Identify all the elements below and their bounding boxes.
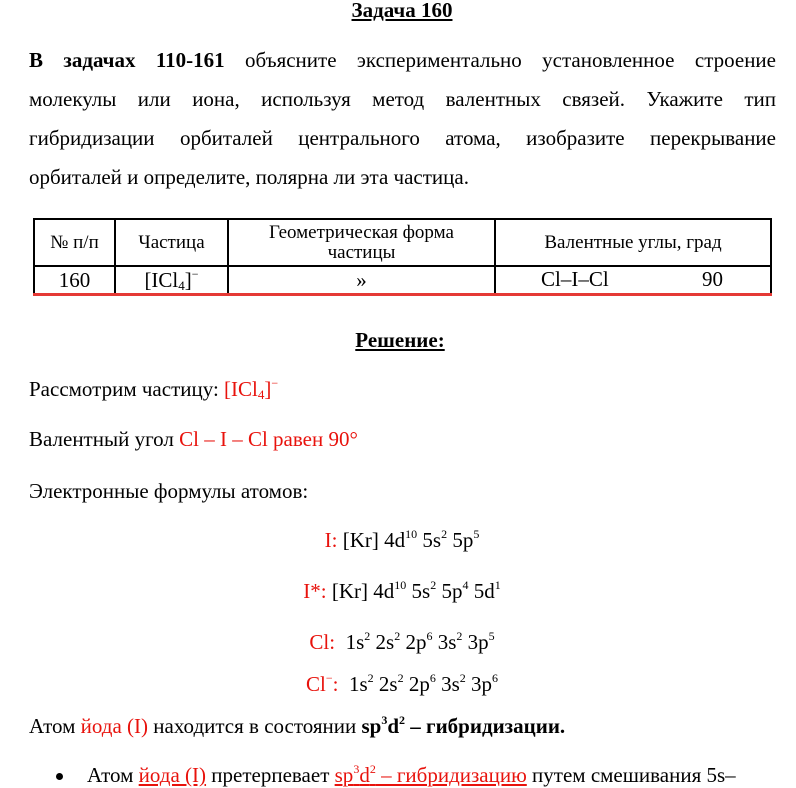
particle-charge: −: [191, 267, 199, 281]
bullet-icon: [56, 773, 63, 780]
intro-line-3: гибридизации орбиталей центрального атома, изобразите перекрывание: [29, 126, 776, 150]
header-shape-line2: частицы: [327, 241, 396, 263]
header-num: № п/п: [34, 219, 115, 266]
header-angles: Валентные углы, град: [495, 219, 771, 266]
cell-particle: [115, 266, 228, 295]
hybrid-line: Атом йода (I) находится в состоянии $sp^3d^2$ – гибридизации.: [29, 713, 566, 738]
particle-subscript: 4: [178, 278, 185, 293]
particle-formula: [ICl: [144, 268, 179, 292]
intro-line-1: [29, 48, 776, 73]
angle-prefix: Валентный угол: [29, 427, 180, 451]
table-header-row: [34, 219, 771, 266]
angle-atoms: Cl–I–Cl: [541, 267, 609, 291]
formula-Cl: Cl: $1s^2$ $2s^2$ $2p^6$ $3s^2$ $3p^5$: [309, 629, 495, 654]
intro-line-2: молекулы или иона, используя метод валентных связей. Укажите тип: [29, 87, 776, 111]
consider-line: [29, 377, 278, 402]
task-table: [33, 218, 772, 296]
formula-I: I: [Kr] $4d^{10}$ $5s^2$ $5p^5$: [324, 527, 480, 552]
solution-title: Решение:: [355, 328, 445, 352]
intro-bold: В задачах 110-161: [29, 48, 225, 72]
cell-angles: [495, 266, 771, 295]
cell-num: 160: [34, 266, 115, 295]
header-particle: Частица: [115, 219, 228, 266]
angle-statement: Cl – I – Cl равен 90°: [179, 427, 358, 451]
formula-I-star: I*: [Kr] $4d^{10}$ $5s^2$ $5p^4$ $5d^1$: [303, 578, 501, 603]
header-shape: [228, 219, 495, 266]
task-title: Задача 160: [351, 0, 453, 22]
formulas-heading: Электронные формулы атомов:: [29, 479, 309, 503]
angle-value: 90: [702, 267, 723, 291]
intro-rest: объясните экспериментально установленное строение: [224, 48, 776, 72]
angle-line: [29, 427, 358, 452]
consider-prefix: Рассмотрим частицу:: [29, 377, 225, 401]
bullet-line: Атом йода (I) претерпевает $sp^3d^2$ – гибридизацию путем смешивания 5s–: [87, 762, 736, 787]
intro-line-4: орбиталей и определите, полярна ли эта частица.: [29, 165, 469, 189]
consider-particle: [ICl$_4$]−: [224, 376, 279, 402]
formula-Cl-minus: Cl−: $1s^2$ $2s^2$ $2p^6$ $3s^2$ $3p^6$: [305, 671, 499, 696]
cell-shape: »: [228, 266, 495, 295]
header-shape-line1: Геометрическая форма: [269, 221, 454, 243]
particle-bracket: ]: [184, 268, 192, 292]
table-row: [34, 266, 771, 295]
